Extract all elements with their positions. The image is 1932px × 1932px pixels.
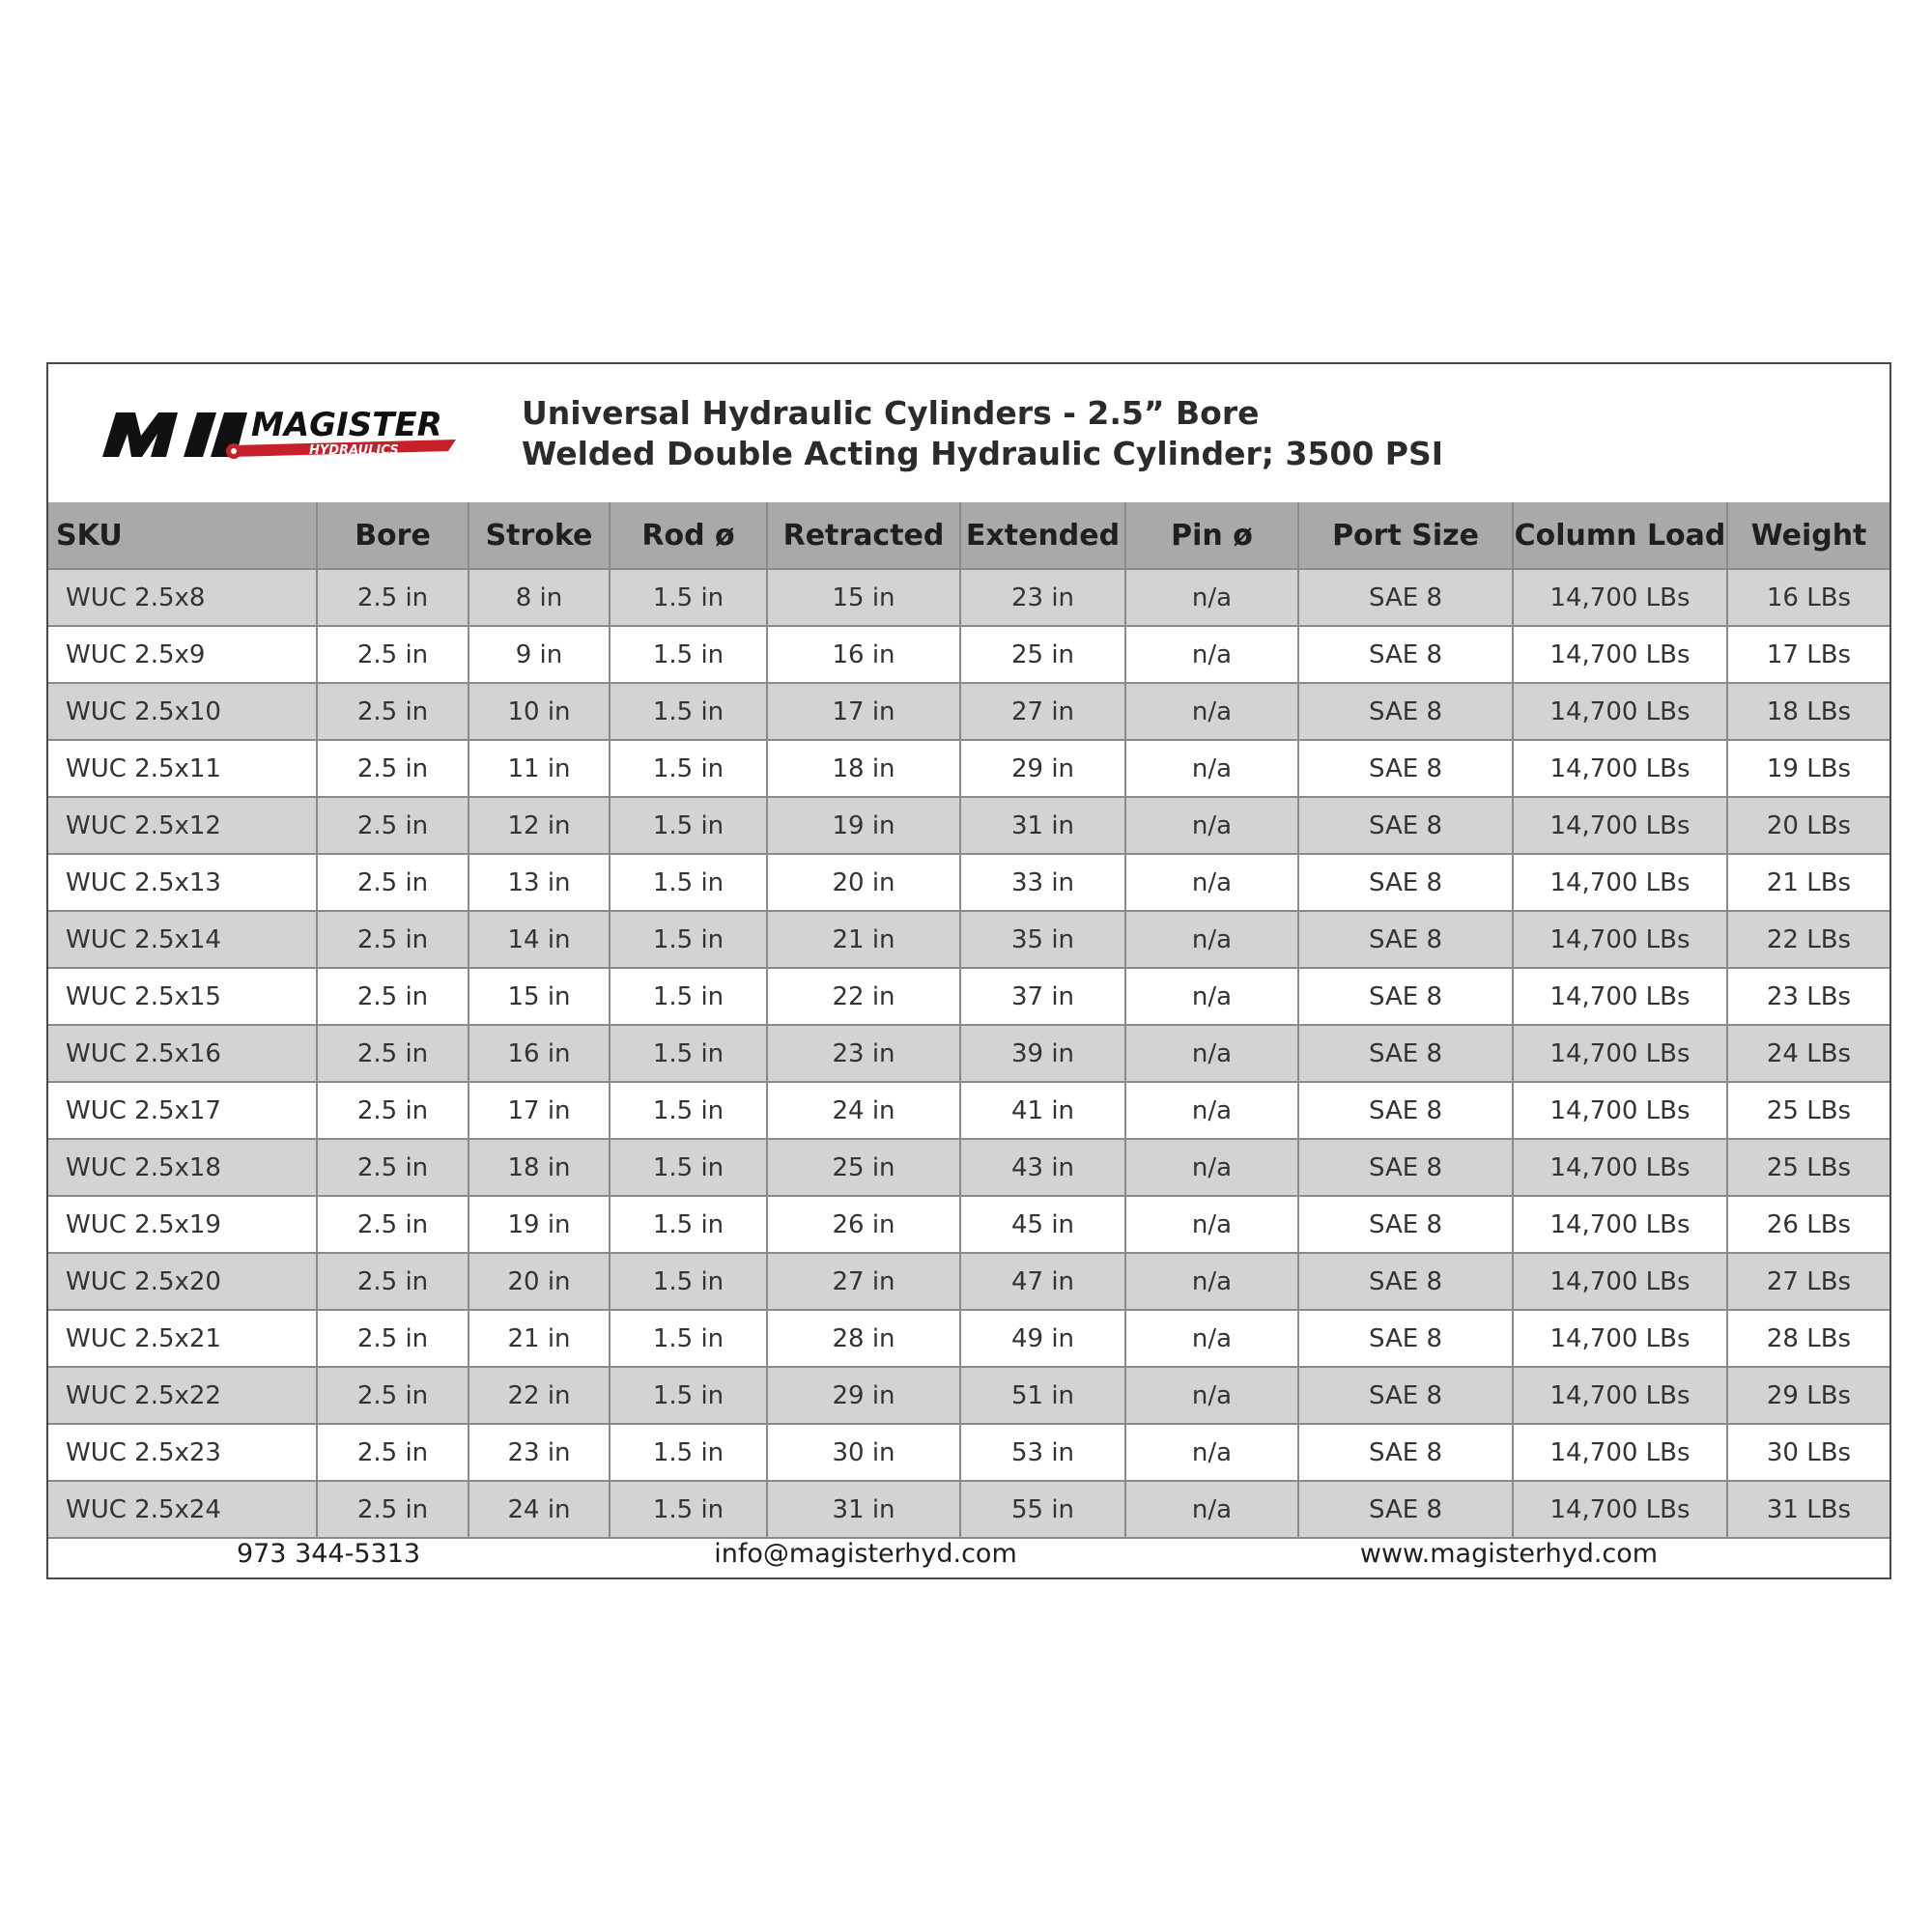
column-header: SKU — [48, 502, 317, 569]
table-row — [48, 1367, 1889, 1424]
table-cell: WUC 2.5x9 — [48, 626, 317, 683]
table-cell: 55 in — [960, 1481, 1125, 1538]
table-row — [48, 968, 1889, 1025]
table-cell: 29 LBs — [1727, 1367, 1889, 1424]
table-cell: WUC 2.5x23 — [48, 1424, 317, 1481]
table-cell: SAE 8 — [1298, 1196, 1513, 1253]
table-cell: SAE 8 — [1298, 1082, 1513, 1139]
table-cell: n/a — [1125, 1367, 1298, 1424]
table-cell: n/a — [1125, 1481, 1298, 1538]
sheet-header — [48, 364, 1889, 502]
table-cell: SAE 8 — [1298, 626, 1513, 683]
table-cell: 13 in — [469, 854, 610, 911]
table-row — [48, 626, 1889, 683]
table-cell: 14,700 LBs — [1513, 911, 1727, 968]
table-cell: 14,700 LBs — [1513, 1139, 1727, 1196]
table-cell: n/a — [1125, 797, 1298, 854]
table-cell: 1.5 in — [610, 1082, 767, 1139]
table-row — [48, 1025, 1889, 1082]
table-cell: WUC 2.5x17 — [48, 1082, 317, 1139]
sheet-titles — [522, 393, 1855, 474]
table-cell: 20 in — [767, 854, 960, 911]
table-cell: n/a — [1125, 683, 1298, 740]
table-row — [48, 683, 1889, 740]
table-cell: 16 in — [767, 626, 960, 683]
table-cell: 16 in — [469, 1025, 610, 1082]
table-cell: 15 in — [767, 569, 960, 626]
table-cell: 23 LBs — [1727, 968, 1889, 1025]
table-cell: 2.5 in — [317, 1481, 469, 1538]
column-header: Column Load — [1513, 502, 1727, 569]
table-cell: 41 in — [960, 1082, 1125, 1139]
table-row — [48, 1481, 1889, 1538]
table-cell: SAE 8 — [1298, 569, 1513, 626]
table-cell: 29 in — [767, 1367, 960, 1424]
table-cell: 1.5 in — [610, 1481, 767, 1538]
table-cell: SAE 8 — [1298, 740, 1513, 797]
table-cell: SAE 8 — [1298, 1139, 1513, 1196]
table-cell: 14,700 LBs — [1513, 968, 1727, 1025]
table-cell: 17 in — [767, 683, 960, 740]
table-body — [48, 569, 1889, 1538]
table-row — [48, 1139, 1889, 1196]
table-cell: 1.5 in — [610, 911, 767, 968]
table-cell: 25 in — [767, 1139, 960, 1196]
table-cell: n/a — [1125, 1082, 1298, 1139]
table-cell: n/a — [1125, 1310, 1298, 1367]
table-cell: 1.5 in — [610, 1139, 767, 1196]
table-cell: 18 in — [469, 1139, 610, 1196]
table-cell: 14,700 LBs — [1513, 1424, 1727, 1481]
column-header: Retracted — [767, 502, 960, 569]
table-cell: 1.5 in — [610, 1424, 767, 1481]
table-cell: 24 LBs — [1727, 1025, 1889, 1082]
table-cell: n/a — [1125, 968, 1298, 1025]
title-line-2: Welded Double Acting Hydraulic Cylinder; 3500 PSI — [522, 435, 1444, 472]
table-cell: 18 in — [767, 740, 960, 797]
table-cell: 30 LBs — [1727, 1424, 1889, 1481]
table-cell: 21 in — [469, 1310, 610, 1367]
table-cell: 1.5 in — [610, 1253, 767, 1310]
table-row — [48, 854, 1889, 911]
column-header: Weight — [1727, 502, 1889, 569]
table-cell: 33 in — [960, 854, 1125, 911]
table-cell: WUC 2.5x20 — [48, 1253, 317, 1310]
table-cell: 1.5 in — [610, 1310, 767, 1367]
table-cell: 1.5 in — [610, 740, 767, 797]
table-cell: 11 in — [469, 740, 610, 797]
table-cell: 2.5 in — [317, 1196, 469, 1253]
table-cell: 22 in — [767, 968, 960, 1025]
table-cell: 1.5 in — [610, 968, 767, 1025]
table-row — [48, 740, 1889, 797]
table-cell: 10 in — [469, 683, 610, 740]
table-cell: WUC 2.5x22 — [48, 1367, 317, 1424]
table-cell: WUC 2.5x8 — [48, 569, 317, 626]
table-cell: 19 in — [767, 797, 960, 854]
table-cell: 27 LBs — [1727, 1253, 1889, 1310]
table-cell: SAE 8 — [1298, 1367, 1513, 1424]
table-row — [48, 569, 1889, 626]
table-cell: 35 in — [960, 911, 1125, 968]
table-cell: 14,700 LBs — [1513, 1310, 1727, 1367]
table-cell: 14,700 LBs — [1513, 1196, 1727, 1253]
table-cell: 9 in — [469, 626, 610, 683]
table-cell: WUC 2.5x24 — [48, 1481, 317, 1538]
table-cell: 30 in — [767, 1424, 960, 1481]
table-cell: SAE 8 — [1298, 1025, 1513, 1082]
table-cell: 39 in — [960, 1025, 1125, 1082]
table-cell: 14,700 LBs — [1513, 854, 1727, 911]
table-cell: n/a — [1125, 740, 1298, 797]
table-cell: n/a — [1125, 1253, 1298, 1310]
table-cell: 14,700 LBs — [1513, 569, 1727, 626]
spec-sheet — [46, 362, 1891, 1579]
table-cell: n/a — [1125, 1424, 1298, 1481]
table-cell: 17 LBs — [1727, 626, 1889, 683]
table-row — [48, 1310, 1889, 1367]
table-cell: WUC 2.5x13 — [48, 854, 317, 911]
table-cell: 2.5 in — [317, 626, 469, 683]
table-cell: 14,700 LBs — [1513, 740, 1727, 797]
column-header: Extended — [960, 502, 1125, 569]
table-cell: 25 in — [960, 626, 1125, 683]
table-cell: 2.5 in — [317, 569, 469, 626]
table-cell: 1.5 in — [610, 569, 767, 626]
table-cell: 1.5 in — [610, 854, 767, 911]
column-header: Rod ø — [610, 502, 767, 569]
table-cell: WUC 2.5x15 — [48, 968, 317, 1025]
table-cell: 14,700 LBs — [1513, 1025, 1727, 1082]
table-cell: 14,700 LBs — [1513, 626, 1727, 683]
table-cell: 24 in — [469, 1481, 610, 1538]
table-cell: WUC 2.5x16 — [48, 1025, 317, 1082]
title-line-1: Universal Hydraulic Cylinders - 2.5” Bore — [522, 394, 1260, 432]
table-cell: 20 LBs — [1727, 797, 1889, 854]
spec-table — [48, 502, 1889, 1539]
table-cell: 1.5 in — [610, 1025, 767, 1082]
table-cell: SAE 8 — [1298, 1424, 1513, 1481]
table-cell: 25 LBs — [1727, 1139, 1889, 1196]
column-header: Stroke — [469, 502, 610, 569]
table-cell: n/a — [1125, 911, 1298, 968]
table-cell: n/a — [1125, 854, 1298, 911]
table-cell: SAE 8 — [1298, 683, 1513, 740]
table-cell: SAE 8 — [1298, 1481, 1513, 1538]
website-link[interactable]: www.magisterhyd.com — [1359, 1539, 1659, 1569]
table-cell: WUC 2.5x10 — [48, 683, 317, 740]
table-cell: SAE 8 — [1298, 797, 1513, 854]
table-cell: 2.5 in — [317, 854, 469, 911]
table-cell: 29 in — [960, 740, 1125, 797]
logo-subtitle: HYDRAULICS — [309, 443, 399, 458]
table-cell: WUC 2.5x18 — [48, 1139, 317, 1196]
table-cell: 12 in — [469, 797, 610, 854]
table-cell: WUC 2.5x19 — [48, 1196, 317, 1253]
table-cell: 14,700 LBs — [1513, 683, 1727, 740]
table-cell: 2.5 in — [317, 797, 469, 854]
table-cell: 22 LBs — [1727, 911, 1889, 968]
table-cell: 2.5 in — [317, 911, 469, 968]
table-cell: 31 LBs — [1727, 1481, 1889, 1538]
table-cell: 24 in — [767, 1082, 960, 1139]
table-cell: SAE 8 — [1298, 1310, 1513, 1367]
table-cell: 21 in — [767, 911, 960, 968]
table-cell: 2.5 in — [317, 1025, 469, 1082]
table-cell: 1.5 in — [610, 683, 767, 740]
table-cell: 21 LBs — [1727, 854, 1889, 911]
table-cell: 23 in — [960, 569, 1125, 626]
table-cell: 14,700 LBs — [1513, 1367, 1727, 1424]
table-cell: n/a — [1125, 569, 1298, 626]
table-cell: 18 LBs — [1727, 683, 1889, 740]
table-cell: WUC 2.5x12 — [48, 797, 317, 854]
table-cell: 2.5 in — [317, 1310, 469, 1367]
table-cell: 19 LBs — [1727, 740, 1889, 797]
table-cell: 47 in — [960, 1253, 1125, 1310]
table-cell: 31 in — [960, 797, 1125, 854]
table-cell: 20 in — [469, 1253, 610, 1310]
table-row — [48, 1424, 1889, 1481]
table-row — [48, 797, 1889, 854]
table-header-row — [48, 502, 1889, 569]
table-cell: 2.5 in — [317, 1253, 469, 1310]
table-cell: 16 LBs — [1727, 569, 1889, 626]
table-cell: 51 in — [960, 1367, 1125, 1424]
table-cell: 23 in — [469, 1424, 610, 1481]
table-cell: 43 in — [960, 1139, 1125, 1196]
table-cell: 26 LBs — [1727, 1196, 1889, 1253]
table-cell: 49 in — [960, 1310, 1125, 1367]
table-cell: SAE 8 — [1298, 1253, 1513, 1310]
table-cell: 1.5 in — [610, 626, 767, 683]
table-cell: 2.5 in — [317, 1424, 469, 1481]
table-cell: 19 in — [469, 1196, 610, 1253]
table-row — [48, 911, 1889, 968]
table-cell: 1.5 in — [610, 1196, 767, 1253]
table-cell: 14,700 LBs — [1513, 1082, 1727, 1139]
table-cell: SAE 8 — [1298, 968, 1513, 1025]
table-cell: 17 in — [469, 1082, 610, 1139]
table-cell: SAE 8 — [1298, 911, 1513, 968]
table-cell: 22 in — [469, 1367, 610, 1424]
table-cell: 14,700 LBs — [1513, 1481, 1727, 1538]
table-cell: 28 LBs — [1727, 1310, 1889, 1367]
table-cell: 14,700 LBs — [1513, 1253, 1727, 1310]
table-cell: 1.5 in — [610, 797, 767, 854]
contact-footer — [48, 1533, 1889, 1577]
logo-wordmark: MAGISTER — [251, 406, 442, 444]
table-cell: 14 in — [469, 911, 610, 968]
table-cell: 14,700 LBs — [1513, 797, 1727, 854]
table-cell: 2.5 in — [317, 1139, 469, 1196]
table-cell: 2.5 in — [317, 740, 469, 797]
table-cell: 8 in — [469, 569, 610, 626]
column-header: Pin ø — [1125, 502, 1298, 569]
table-cell: 53 in — [960, 1424, 1125, 1481]
table-cell: WUC 2.5x14 — [48, 911, 317, 968]
table-cell: SAE 8 — [1298, 854, 1513, 911]
table-cell: n/a — [1125, 1025, 1298, 1082]
column-header: Bore — [317, 502, 469, 569]
table-cell: 1.5 in — [610, 1367, 767, 1424]
table-cell: 23 in — [767, 1025, 960, 1082]
table-cell: 45 in — [960, 1196, 1125, 1253]
table-cell: n/a — [1125, 1196, 1298, 1253]
table-cell: 25 LBs — [1727, 1082, 1889, 1139]
table-row — [48, 1082, 1889, 1139]
table-cell: 2.5 in — [317, 683, 469, 740]
email-link[interactable]: info@magisterhyd.com — [714, 1539, 1017, 1569]
phone-number: 973 344-5313 — [236, 1539, 421, 1569]
column-header: Port Size — [1298, 502, 1513, 569]
table-cell: n/a — [1125, 626, 1298, 683]
table-cell: 28 in — [767, 1310, 960, 1367]
table-row — [48, 1196, 1889, 1253]
table-cell: 26 in — [767, 1196, 960, 1253]
table-cell: 2.5 in — [317, 1367, 469, 1424]
table-cell: 27 in — [767, 1253, 960, 1310]
table-cell: 27 in — [960, 683, 1125, 740]
table-cell: 31 in — [767, 1481, 960, 1538]
magister-logo — [89, 401, 475, 469]
table-cell: 2.5 in — [317, 1082, 469, 1139]
table-cell: 15 in — [469, 968, 610, 1025]
table-cell: 2.5 in — [317, 968, 469, 1025]
table-row — [48, 1253, 1889, 1310]
table-cell: WUC 2.5x21 — [48, 1310, 317, 1367]
table-cell: 37 in — [960, 968, 1125, 1025]
table-cell: WUC 2.5x11 — [48, 740, 317, 797]
table-cell: n/a — [1125, 1139, 1298, 1196]
